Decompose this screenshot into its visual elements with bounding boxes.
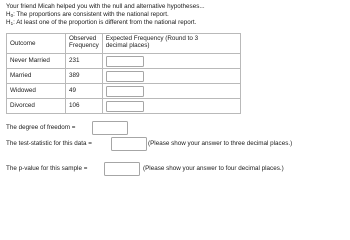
header-outcome: Outcome: [7, 34, 66, 54]
row-expected-cell: [102, 99, 240, 114]
null-hypothesis: [6, 11, 169, 19]
h1-text: : At least one of the proportion is different from the national report.: [13, 19, 197, 26]
row-expected-cell: [102, 84, 240, 99]
expected-input-married[interactable]: [106, 71, 144, 82]
table-row: [7, 54, 241, 69]
expected-input-divorced[interactable]: [106, 101, 144, 112]
h0-symbol: H: [6, 11, 11, 18]
row-observed: 231: [66, 54, 103, 69]
dof-input[interactable]: [92, 121, 128, 135]
expected-input-never-married[interactable]: [106, 56, 144, 67]
table-header-row: [7, 34, 241, 54]
row-observed: 49: [66, 84, 103, 99]
table-row: [7, 99, 241, 114]
h1-symbol: H: [6, 19, 11, 26]
header-observed-line1: Observed: [69, 35, 97, 42]
row-expected-cell: [102, 69, 240, 84]
test-stat-label: The test-statistic for this data =: [6, 140, 92, 147]
row-observed: 106: [66, 99, 103, 114]
row-expected-cell: [102, 54, 240, 69]
pvalue-label: The p-value for this sample =: [6, 165, 88, 172]
row-observed: 389: [66, 69, 103, 84]
row-outcome: Widowed: [7, 84, 66, 99]
test-stat-input[interactable]: [111, 137, 147, 151]
header-observed-line2: Frequency: [69, 42, 99, 50]
h1-subscript: 1: [10, 21, 14, 27]
header-expected: [102, 34, 240, 54]
expected-input-widowed[interactable]: [106, 86, 144, 97]
table-row: [7, 84, 241, 99]
intro-line: Your friend Micah helped you with the null and alternative hypotheses...: [6, 3, 205, 10]
row-outcome: Married: [7, 69, 66, 84]
header-expected-line2: decimal places): [105, 42, 150, 50]
pvalue-note: (Please show your answer to four decimal places.): [143, 165, 284, 172]
test-stat-note: (Please show your answer to three decimal places.): [148, 140, 293, 147]
h0-subscript: 0: [10, 13, 14, 19]
row-outcome: Divorced: [7, 99, 66, 114]
pvalue-input[interactable]: [104, 162, 140, 176]
alternative-hypothesis: [6, 19, 196, 27]
header-observed: [66, 34, 103, 54]
dof-label: The degree of freedom =: [6, 124, 76, 131]
h0-text: : The proportions are consistent with the national report.: [13, 11, 169, 18]
table-row: [7, 69, 241, 84]
frequency-table: [6, 33, 241, 114]
row-outcome: Never Married: [7, 54, 66, 69]
header-expected-line1: Expected Frequency (Round to 3: [105, 35, 199, 42]
